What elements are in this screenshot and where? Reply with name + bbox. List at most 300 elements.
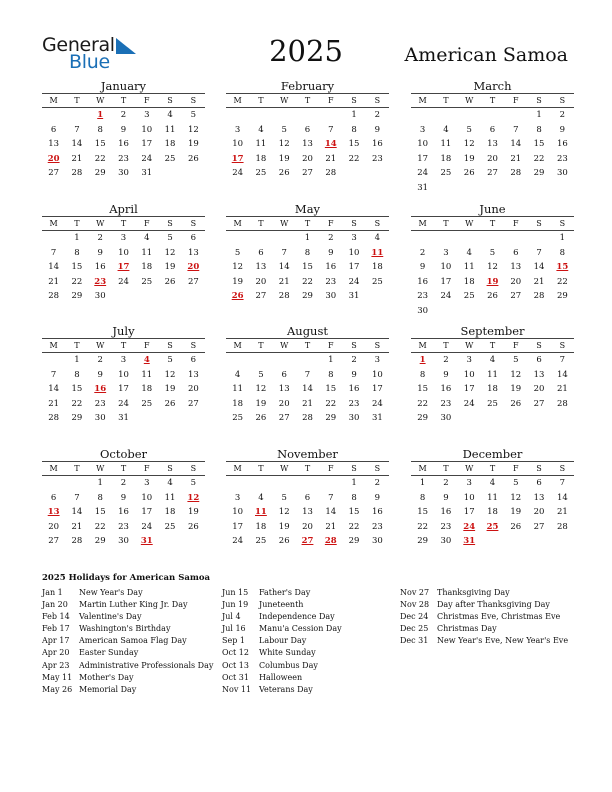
day-cell: 29 bbox=[533, 168, 545, 179]
day-cell: 3 bbox=[144, 110, 150, 120]
holiday-row bbox=[42, 660, 213, 672]
holiday-day-cell: 19 bbox=[486, 276, 499, 287]
holiday-date: Feb 17 bbox=[42, 624, 70, 634]
day-cell: 26 bbox=[164, 276, 176, 287]
month-name: October bbox=[99, 447, 148, 461]
weekday-header bbox=[226, 216, 389, 231]
day-cell: 19 bbox=[164, 262, 176, 273]
logo-general-text: General bbox=[42, 34, 115, 56]
day-cell: 22 bbox=[417, 398, 429, 409]
day-cell: 15 bbox=[71, 262, 83, 273]
day-cell: 15 bbox=[348, 139, 360, 150]
day-cell: 10 bbox=[371, 369, 383, 380]
day-cell: 14 bbox=[71, 139, 83, 150]
day-cell: 7 bbox=[559, 478, 566, 488]
day-cell: 14 bbox=[278, 262, 290, 273]
day-cell: 22 bbox=[325, 398, 337, 409]
holiday-row bbox=[222, 672, 342, 684]
holiday-row bbox=[400, 635, 568, 647]
day-cell: 24 bbox=[463, 398, 475, 409]
day-cell: 5 bbox=[190, 110, 197, 120]
day-cell: 24 bbox=[141, 521, 153, 532]
holiday-day-cell: 31 bbox=[463, 536, 476, 547]
day-cell: 18 bbox=[440, 153, 452, 164]
empty-cell bbox=[458, 108, 481, 123]
holiday-date: May 11 bbox=[42, 672, 73, 682]
day-cell: 31 bbox=[141, 168, 153, 179]
day-cell: 27 bbox=[187, 398, 199, 409]
day-cell: 10 bbox=[118, 247, 129, 258]
holiday-row bbox=[400, 587, 568, 599]
day-cell: 23 bbox=[118, 153, 129, 164]
day-cell: 17 bbox=[141, 507, 153, 518]
empty-cell bbox=[42, 353, 65, 368]
day-cell: 16 bbox=[371, 139, 383, 150]
day-cell: 15 bbox=[533, 139, 545, 150]
day-grid bbox=[411, 476, 574, 549]
month-july bbox=[42, 324, 205, 426]
day-cell: 16 bbox=[348, 384, 360, 395]
empty-cell bbox=[273, 108, 296, 123]
holiday-column bbox=[400, 587, 568, 647]
day-cell: 21 bbox=[556, 507, 568, 518]
day-cell: 23 bbox=[556, 153, 568, 164]
month-february bbox=[226, 79, 389, 181]
day-cell: 15 bbox=[94, 507, 106, 518]
empty-cell bbox=[42, 231, 65, 246]
holiday-name: Independence Day bbox=[259, 612, 335, 622]
day-cell: 23 bbox=[417, 291, 429, 302]
day-cell: 12 bbox=[510, 492, 522, 503]
day-cell: 2 bbox=[120, 110, 127, 120]
day-cell: 17 bbox=[118, 384, 129, 395]
empty-cell bbox=[226, 353, 249, 368]
day-cell: 13 bbox=[533, 369, 545, 380]
empty-cell bbox=[249, 231, 272, 246]
holiday-row bbox=[400, 611, 568, 623]
day-cell: 1 bbox=[351, 478, 357, 488]
holiday-row bbox=[222, 611, 342, 623]
month-may bbox=[226, 202, 389, 304]
day-cell: 7 bbox=[328, 492, 334, 503]
day-cell: 10 bbox=[348, 247, 360, 258]
day-cell: 24 bbox=[348, 276, 360, 287]
day-cell: 28 bbox=[71, 168, 83, 179]
day-cell: 6 bbox=[190, 355, 197, 365]
day-cell: 29 bbox=[71, 291, 83, 302]
day-cell: 11 bbox=[164, 492, 176, 503]
weekday-label: T bbox=[74, 464, 80, 473]
weekday-label: S bbox=[351, 96, 357, 105]
holiday-name: Christmas Day bbox=[437, 624, 497, 634]
weekday-header bbox=[411, 216, 574, 231]
day-cell: 3 bbox=[443, 247, 449, 258]
day-cell: 11 bbox=[141, 369, 153, 380]
day-cell: 27 bbox=[487, 168, 498, 179]
day-cell: 14 bbox=[71, 507, 83, 518]
weekday-label: W bbox=[465, 219, 474, 228]
day-cell: 23 bbox=[325, 276, 337, 287]
day-cell: 29 bbox=[302, 291, 313, 302]
weekday-label: T bbox=[443, 96, 449, 105]
day-cell: 4 bbox=[258, 492, 264, 503]
weekday-header bbox=[411, 338, 574, 353]
day-cell: 10 bbox=[463, 369, 475, 380]
day-cell: 31 bbox=[118, 413, 129, 424]
day-cell: 19 bbox=[510, 384, 522, 395]
day-cell: 1 bbox=[97, 478, 103, 488]
day-cell: 7 bbox=[328, 124, 334, 135]
month-name: August bbox=[286, 324, 328, 338]
day-cell: 5 bbox=[489, 247, 496, 258]
day-cell: 16 bbox=[118, 507, 129, 518]
empty-cell bbox=[411, 231, 434, 246]
day-cell: 10 bbox=[440, 262, 452, 273]
day-cell: 4 bbox=[234, 369, 241, 380]
weekday-label: F bbox=[327, 96, 334, 105]
holiday-day-cell: 31 bbox=[140, 536, 153, 547]
holiday-name: Veterans Day bbox=[259, 684, 313, 694]
day-cell: 24 bbox=[371, 398, 383, 409]
day-cell: 24 bbox=[118, 276, 129, 287]
weekday-label: M bbox=[418, 96, 427, 105]
day-grid bbox=[226, 353, 389, 426]
weekday-header bbox=[42, 93, 205, 108]
month-name: March bbox=[473, 79, 512, 93]
weekday-label: S bbox=[351, 219, 357, 228]
month-name: December bbox=[462, 447, 523, 461]
day-cell: 12 bbox=[278, 507, 290, 518]
weekday-header bbox=[226, 461, 389, 476]
month-name: April bbox=[109, 202, 138, 216]
day-grid bbox=[411, 231, 574, 319]
holiday-day-cell: 25 bbox=[486, 521, 499, 532]
empty-cell bbox=[319, 476, 342, 491]
day-cell: 30 bbox=[348, 413, 360, 424]
day-cell: 5 bbox=[167, 355, 173, 365]
holiday-row bbox=[42, 684, 213, 696]
weekday-label: T bbox=[304, 219, 311, 228]
day-cell: 29 bbox=[417, 536, 429, 547]
weekday-label: T bbox=[443, 341, 449, 350]
day-cell: 1 bbox=[419, 478, 426, 488]
day-cell: 24 bbox=[141, 153, 153, 164]
day-cell: 15 bbox=[417, 384, 429, 395]
weekday-label: T bbox=[489, 341, 496, 350]
day-cell: 6 bbox=[489, 124, 496, 135]
holiday-name: White Sunday bbox=[259, 648, 316, 658]
empty-cell bbox=[434, 108, 457, 123]
day-cell: 15 bbox=[325, 384, 337, 395]
day-cell: 23 bbox=[118, 521, 129, 532]
day-cell: 25 bbox=[141, 276, 153, 287]
day-cell: 1 bbox=[559, 233, 566, 243]
holiday-name: Labour Day bbox=[259, 636, 307, 646]
day-cell: 29 bbox=[325, 413, 337, 424]
day-cell: 23 bbox=[348, 398, 360, 409]
holiday-date: Jul 16 bbox=[222, 624, 246, 634]
day-cell: 14 bbox=[510, 139, 522, 150]
weekday-label: M bbox=[418, 219, 427, 228]
weekday-label: T bbox=[304, 96, 311, 105]
day-cell: 31 bbox=[417, 182, 429, 193]
day-cell: 4 bbox=[489, 478, 496, 488]
holiday-name: Valentine's Day bbox=[79, 612, 142, 622]
day-cell: 8 bbox=[351, 492, 357, 503]
weekday-label: M bbox=[49, 464, 58, 473]
day-cell: 1 bbox=[304, 233, 311, 243]
day-cell: 6 bbox=[536, 478, 542, 488]
weekday-label: T bbox=[489, 464, 496, 473]
holiday-date: Apr 17 bbox=[42, 636, 70, 646]
month-november bbox=[226, 447, 389, 549]
holiday-row bbox=[42, 635, 213, 647]
month-december bbox=[411, 447, 574, 549]
logo-blue-text: Blue bbox=[69, 51, 110, 73]
weekday-label: W bbox=[280, 219, 289, 228]
day-cell: 10 bbox=[118, 369, 129, 380]
empty-cell bbox=[504, 231, 527, 246]
day-cell: 25 bbox=[487, 398, 498, 409]
day-grid bbox=[42, 231, 205, 304]
day-cell: 6 bbox=[536, 355, 542, 365]
day-cell: 21 bbox=[325, 521, 337, 532]
holiday-row bbox=[42, 647, 213, 659]
day-cell: 20 bbox=[487, 153, 498, 164]
weekday-label: T bbox=[304, 341, 311, 350]
weekday-label: S bbox=[559, 341, 566, 350]
weekday-label: S bbox=[536, 341, 542, 350]
day-cell: 19 bbox=[278, 153, 290, 164]
day-cell: 7 bbox=[281, 247, 287, 258]
day-cell: 22 bbox=[348, 521, 360, 532]
day-cell: 29 bbox=[94, 536, 106, 547]
day-cell: 9 bbox=[328, 247, 334, 258]
day-cell: 8 bbox=[419, 369, 426, 380]
day-cell: 22 bbox=[94, 521, 106, 532]
empty-cell bbox=[411, 108, 434, 123]
month-january bbox=[42, 79, 205, 181]
day-cell: 16 bbox=[440, 384, 452, 395]
holiday-date: Oct 31 bbox=[222, 672, 249, 682]
day-cell: 5 bbox=[167, 233, 173, 243]
day-cell: 18 bbox=[141, 262, 153, 273]
holiday-row bbox=[42, 623, 213, 635]
day-cell: 21 bbox=[556, 384, 568, 395]
day-cell: 11 bbox=[487, 369, 498, 380]
weekday-header bbox=[42, 216, 205, 231]
day-cell: 10 bbox=[141, 124, 153, 135]
day-cell: 20 bbox=[302, 153, 313, 164]
day-cell: 13 bbox=[533, 492, 545, 503]
weekday-label: T bbox=[258, 219, 264, 228]
day-cell: 16 bbox=[94, 262, 106, 273]
holiday-day-cell: 13 bbox=[47, 507, 60, 518]
weekday-label: M bbox=[49, 341, 58, 350]
day-cell: 28 bbox=[278, 291, 290, 302]
day-cell: 22 bbox=[533, 153, 545, 164]
day-cell: 30 bbox=[371, 536, 383, 547]
weekday-label: T bbox=[120, 464, 127, 473]
day-cell: 11 bbox=[164, 124, 176, 135]
day-cell: 2 bbox=[419, 247, 426, 258]
month-name: July bbox=[112, 324, 135, 338]
holiday-date: Jan 20 bbox=[42, 600, 68, 610]
day-cell: 2 bbox=[443, 478, 449, 488]
holiday-day-cell: 17 bbox=[231, 153, 244, 164]
day-cell: 7 bbox=[304, 369, 311, 380]
weekday-label: F bbox=[327, 341, 334, 350]
day-grid bbox=[411, 353, 574, 426]
weekday-label: F bbox=[512, 464, 519, 473]
day-cell: 6 bbox=[258, 247, 264, 258]
holiday-row bbox=[222, 684, 342, 696]
day-cell: 8 bbox=[536, 124, 542, 135]
holiday-day-cell: 27 bbox=[301, 536, 314, 547]
day-cell: 22 bbox=[71, 398, 83, 409]
day-cell: 15 bbox=[94, 139, 106, 150]
weekday-label: T bbox=[489, 219, 496, 228]
day-cell: 11 bbox=[440, 139, 452, 150]
holiday-day-cell: 23 bbox=[94, 276, 107, 287]
day-cell: 18 bbox=[164, 507, 176, 518]
weekday-label: W bbox=[96, 219, 105, 228]
day-cell: 26 bbox=[510, 398, 522, 409]
day-cell: 7 bbox=[559, 355, 566, 365]
weekday-label: T bbox=[120, 96, 127, 105]
day-cell: 27 bbox=[48, 536, 60, 547]
weekday-label: T bbox=[120, 341, 127, 350]
day-cell: 7 bbox=[513, 124, 519, 135]
day-cell: 25 bbox=[440, 168, 452, 179]
weekday-label: F bbox=[143, 341, 150, 350]
day-cell: 6 bbox=[50, 124, 57, 135]
month-name: January bbox=[100, 79, 147, 93]
day-cell: 19 bbox=[164, 384, 176, 395]
day-cell: 25 bbox=[255, 168, 267, 179]
day-cell: 24 bbox=[440, 291, 452, 302]
day-cell: 2 bbox=[559, 110, 566, 120]
day-cell: 7 bbox=[50, 247, 57, 258]
holiday-date: Oct 12 bbox=[222, 648, 249, 658]
holiday-date: Apr 20 bbox=[42, 648, 70, 658]
day-cell: 19 bbox=[278, 521, 290, 532]
day-cell: 28 bbox=[556, 521, 568, 532]
day-cell: 23 bbox=[371, 153, 383, 164]
day-cell: 16 bbox=[556, 139, 568, 150]
weekday-label: T bbox=[74, 341, 80, 350]
day-cell: 22 bbox=[94, 153, 106, 164]
holiday-day-cell: 4 bbox=[143, 355, 150, 365]
day-cell: 20 bbox=[302, 521, 313, 532]
day-cell: 3 bbox=[120, 355, 127, 365]
day-cell: 1 bbox=[74, 233, 80, 243]
day-cell: 31 bbox=[371, 413, 383, 424]
day-cell: 17 bbox=[463, 507, 475, 518]
day-cell: 12 bbox=[255, 384, 267, 395]
day-cell: 2 bbox=[351, 355, 357, 365]
day-cell: 25 bbox=[255, 536, 267, 547]
holiday-date: Dec 31 bbox=[400, 636, 429, 646]
holiday-day-cell: 28 bbox=[324, 536, 337, 547]
day-cell: 19 bbox=[463, 153, 475, 164]
day-cell: 18 bbox=[371, 262, 383, 273]
day-cell: 18 bbox=[487, 384, 498, 395]
day-cell: 13 bbox=[187, 247, 199, 258]
empty-cell bbox=[319, 108, 342, 123]
holiday-row bbox=[42, 599, 213, 611]
weekday-label: F bbox=[327, 464, 334, 473]
holiday-date: Jul 4 bbox=[222, 612, 241, 622]
day-cell: 19 bbox=[187, 139, 199, 150]
day-cell: 13 bbox=[302, 139, 313, 150]
day-cell: 11 bbox=[463, 262, 475, 273]
weekday-label: T bbox=[443, 464, 449, 473]
holiday-date: Jan 1 bbox=[42, 588, 63, 597]
day-cell: 18 bbox=[141, 384, 153, 395]
day-cell: 28 bbox=[325, 168, 337, 179]
weekday-label: T bbox=[258, 464, 264, 473]
day-cell: 13 bbox=[48, 139, 60, 150]
day-cell: 9 bbox=[419, 262, 426, 273]
empty-cell bbox=[273, 353, 296, 368]
day-cell: 8 bbox=[419, 492, 426, 503]
weekday-label: S bbox=[559, 219, 566, 228]
holiday-name: Martin Luther King Jr. Day bbox=[79, 600, 188, 610]
day-cell: 19 bbox=[187, 507, 199, 518]
day-cell: 24 bbox=[232, 168, 244, 179]
empty-cell bbox=[65, 108, 88, 123]
day-cell: 1 bbox=[351, 110, 357, 120]
month-name: November bbox=[277, 447, 338, 461]
month-name: June bbox=[479, 202, 506, 216]
day-cell: 13 bbox=[510, 262, 522, 273]
empty-cell bbox=[458, 231, 481, 246]
weekday-label: S bbox=[190, 96, 197, 105]
day-cell: 9 bbox=[374, 124, 381, 135]
holiday-name: Manu'a Cession Day bbox=[259, 624, 342, 634]
day-cell: 3 bbox=[419, 124, 426, 135]
holiday-name: Columbus Day bbox=[259, 660, 318, 670]
holiday-row bbox=[222, 623, 342, 635]
day-cell: 9 bbox=[97, 369, 103, 380]
day-cell: 21 bbox=[278, 276, 290, 287]
holidays-title: 2025 Holidays for American Samoa bbox=[42, 573, 211, 583]
day-cell: 28 bbox=[71, 536, 83, 547]
holiday-row bbox=[42, 672, 213, 684]
day-cell: 14 bbox=[325, 507, 337, 518]
day-cell: 5 bbox=[281, 124, 287, 135]
day-cell: 29 bbox=[348, 536, 360, 547]
empty-cell bbox=[42, 476, 65, 491]
day-cell: 1 bbox=[74, 355, 80, 365]
day-cell: 14 bbox=[556, 369, 568, 380]
day-cell: 17 bbox=[371, 384, 383, 395]
weekday-label: F bbox=[512, 219, 519, 228]
weekday-label: F bbox=[143, 96, 150, 105]
day-cell: 24 bbox=[232, 536, 244, 547]
day-cell: 9 bbox=[374, 492, 381, 503]
holiday-day-cell: 1 bbox=[97, 110, 104, 120]
day-cell: 3 bbox=[234, 124, 241, 135]
day-cell: 15 bbox=[71, 384, 83, 395]
day-cell: 7 bbox=[536, 247, 542, 258]
day-cell: 4 bbox=[443, 124, 449, 135]
day-cell: 27 bbox=[255, 291, 267, 302]
holiday-day-cell: 20 bbox=[187, 262, 200, 273]
day-cell: 26 bbox=[278, 536, 290, 547]
holiday-day-cell: 14 bbox=[324, 139, 337, 150]
